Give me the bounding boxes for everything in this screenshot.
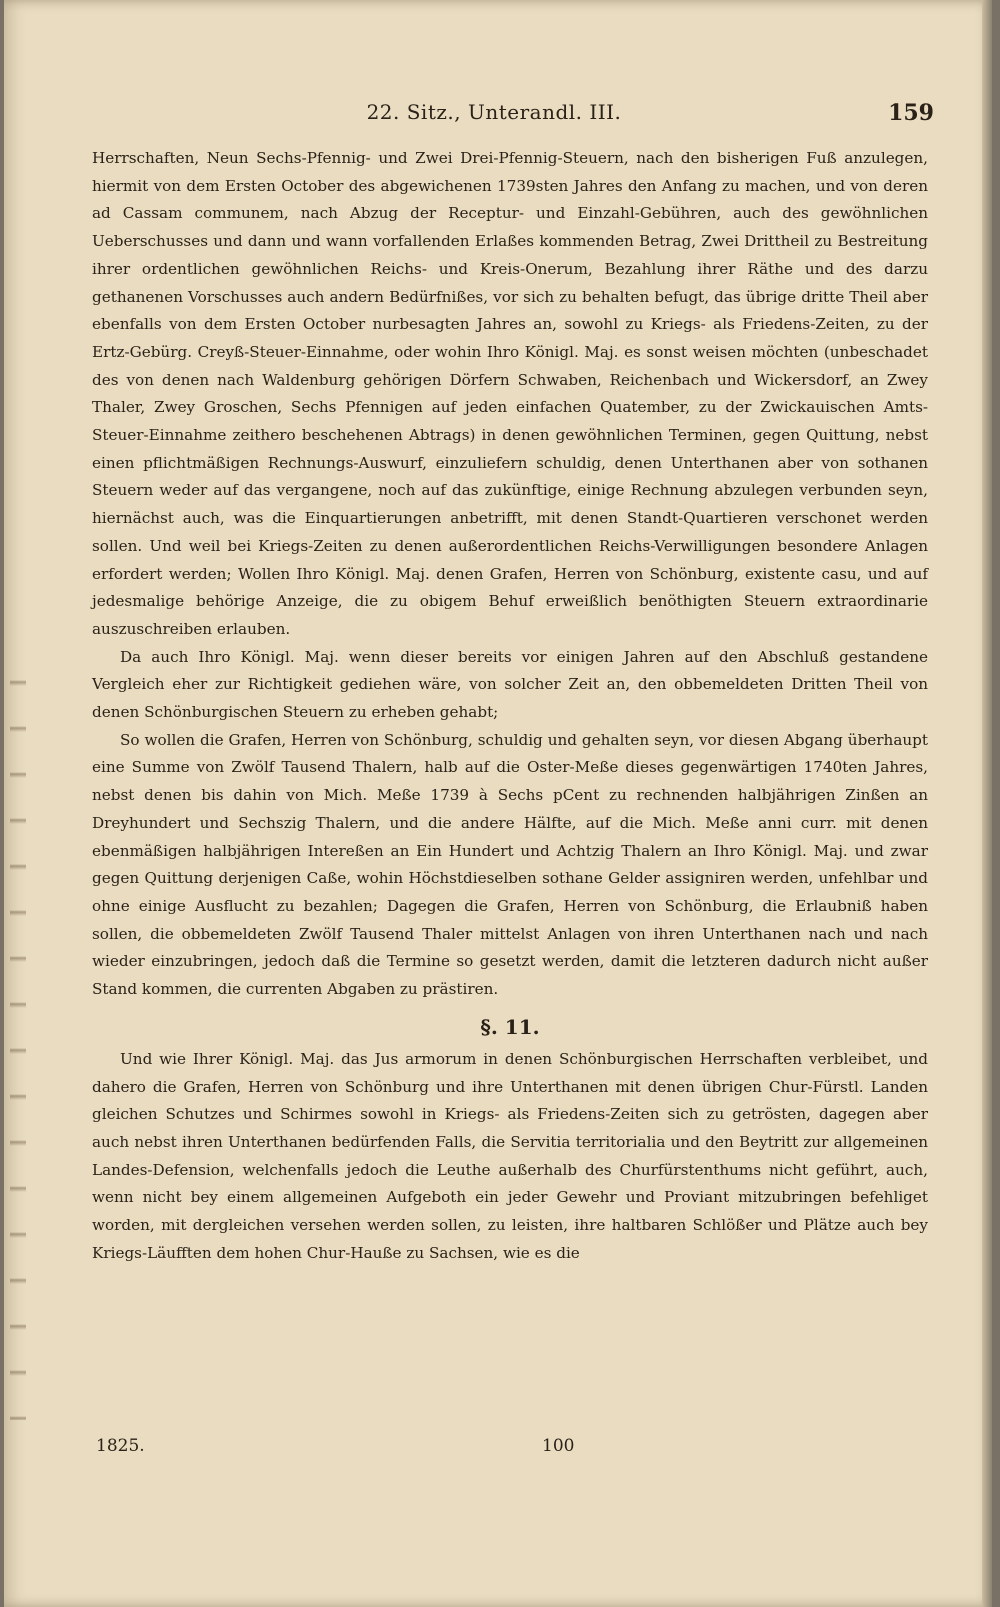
page-number: 159: [888, 100, 934, 126]
margin-marks: [10, 640, 26, 1420]
page-footer: [96, 1436, 616, 1462]
footer-year: 1825.: [96, 1436, 145, 1456]
paragraph-1: Herrschaften, Neun Sechs-Pfennig- und Zwei Drei-Pfennig-Steuern, nach den bisherigen Fuß anzulegen, hiermit von dem Ersten October des abgewichenen 1739sten Jahres den Anfang zu machen, und von deren ad Cassam communem, nach Abzug der Receptur- und Einzahl-Gebühren, auch des gewöhnlichen Ueberschusses und dann und wann vorfallenden Erlaßes kommenden Betrag, Zwei Drittheil zu Bestreitung ihrer ordentlichen gewöhnlichen Reichs- und Kreis-Onerum, Bezahlung ihrer Räthe und des darzu gethanenen Vorschusses auch andern Bedürfnißes, vor sich zu behalten befugt, das übrige dritte Theil aber ebenfalls von dem Ersten October nurbesagten Jahres an, sowohl zu Kriegs- als Friedens-Zeiten, zu der Ertz-Gebürg. Creyß-Steuer-Einnahme, oder wohin Ihro Königl. Maj. es sonst weisen möchten (unbeschadet des von denen nach Waldenburg gehörigen Dörfern Schwaben, Reichenbach und Wickersdorf, an Zwey Thaler, Zwey Groschen, Sechs Pfennigen auf jeden einfachen Quatember, zu der Zwickauischen Amts-Steuer-Einnahme zeithero beschehenen Abtrags) in denen gewöhnlichen Terminen, gegen Quittung, nebst einen pflichtmäßigen Rechnungs-Auswurf, einzuliefern schuldig, denen Unterthanen aber von sothanen Steuern weder auf das vergangene, noch auf das zukünftige, einige Rechnung abzulegen verbunden seyn, hiernächst auch, was die Einquartierungen anbetrifft, mit denen Standt-Quartieren verschonet werden sollen. Und weil bei Kriegs-Zeiten zu denen außerordentlichen Reichs-Verwilligungen besondere Anlagen erfordert werden; Wollen Ihro Königl. Maj. denen Grafen, Herren von Schönburg, existente casu, und auf jedesmalige behörige Anzeige, die zu obigem Behuf erweißlich benöthigten Steuern extraordinarie auszuschreiben erlauben.: [92, 149, 928, 638]
paragraph-4: Und wie Ihrer Königl. Maj. das Jus armorum in denen Schönburgischen Herrschaften verbleibet, und dahero die Grafen, Herren von Schönburg und ihre Unterthanen mit denen übrigen Chur-Fürstl. Landen gleichen Schutzes und Schirmes sowohl in Kriegs- als Friedens-Zeiten sich zu getrösten, dagegen aber auch nebst ihren Unterthanen bedürfenden Falls, die Servitia territorialia und den Beytritt zur allgemeinen Landes-Defension, welchenfalls jedoch die Leuthe außerhalb des Churfürstenthums nicht geführt, auch, wenn nicht bey einem allgemeinen Aufgeboth ein jeder Gewehr und Proviant mitzubringen befehliget worden, mit dergleichen versehen werden sollen, zu leisten, ihre haltbaren Schlößer und Plätze auch bey Kriegs-Läufften dem hohen Chur-Hauße zu Sachsen, wie es die: [92, 1049, 928, 1262]
page-body: [92, 145, 928, 1267]
book-page: [4, 0, 992, 1607]
section-heading: §. 11.: [480, 1014, 540, 1039]
page-edge: [982, 0, 992, 1607]
running-head: 22. Sitz., Unterandl. III.: [366, 100, 622, 124]
page-header: [54, 100, 934, 134]
paragraph-3: So wollen die Grafen, Herren von Schönburg, schuldig und gehalten seyn, vor diesen Abgang überhaupt eine Summe von Zwölf Tausend Thalern, halb auf die Oster-Meße dieses gegenwärtigen 1740ten Jahres, nebst denen bis dahin von Mich. Meße 1739 à Sechs pCent zu rechnenden halbjährigen Zinßen an Dreyhundert und Sechszig Thalern, und die andere Hälfte, auf die Mich. Meße anni curr. mit denen ebenmäßigen halbjährigen Intereßen an Ein Hundert und Achtzig Thalern an Ihro Königl. Maj. und zwar gegen Quittung derjenigen Caße, wohin Höchstdieselben sothane Gelder assigniren werden, unfehlbar und ohne einige Ausflucht zu bezahlen; Dagegen die Grafen, Herren von Schönburg, die Erlaubniß haben sollen, die obbemeldeten Zwölf Tausend Thaler mittelst Anlagen von ihren Unterthanen nach und nach wieder einzubringen, jedoch daß die Termine so gesetzt werden, damit die letzteren dadurch nicht außer Stand kommen, die currenten Abgaben zu prästiren.: [92, 730, 928, 999]
footer-signature: 100: [542, 1436, 575, 1456]
paragraph-2: Da auch Ihro Königl. Maj. wenn dieser bereits vor einigen Jahren auf den Abschluß gestandene Vergleich eher zur Richtigkeit gediehen wäre, von solcher Zeit an, den obbemeldeten Dritten Theil von denen Schönburgischen Steuern zu erheben gehabt;: [92, 647, 928, 722]
